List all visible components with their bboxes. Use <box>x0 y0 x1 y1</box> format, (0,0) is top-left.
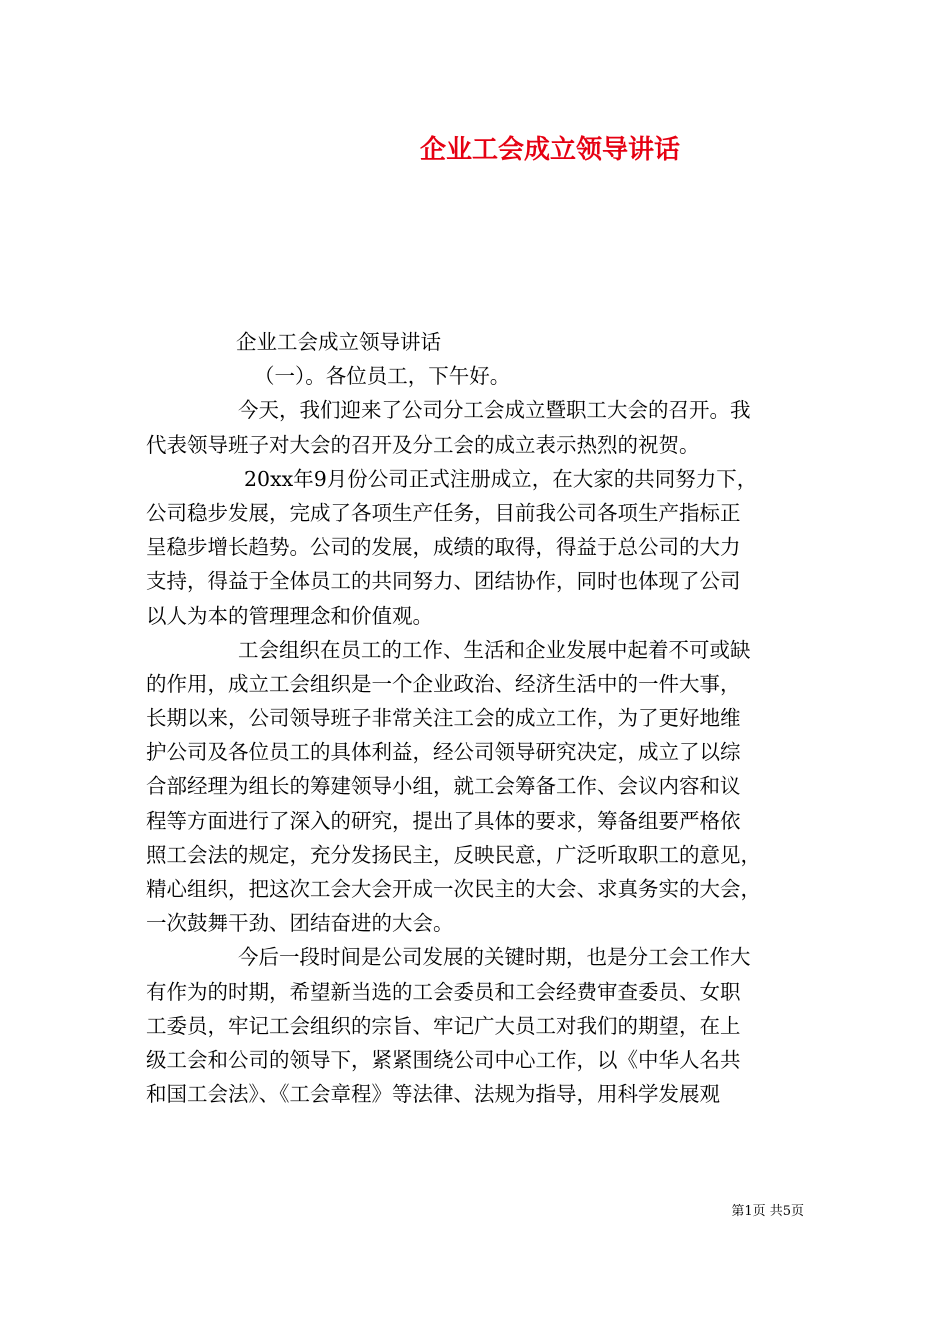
text-line: 照工会法的规定，充分发扬民主，反映民意，广泛听取职工的意见， <box>146 842 761 867</box>
text-line: 今天，我们迎来了公司分工会成立暨职工大会的召开。我 <box>238 398 751 423</box>
text-line: 的作用，成立工会组织是一个企业政治、经济生活中的一件大事， <box>146 671 741 696</box>
text-line: 一次鼓舞干劲、团结奋进的大会。 <box>146 911 454 936</box>
text-line: 工会组织在员工的工作、生活和企业发展中起着不可或缺 <box>238 637 751 662</box>
text-line: 20xx年9月份公司正式注册成立，在大家的共同努力下， <box>244 466 758 491</box>
text-line: 企业工会成立领导讲话 <box>236 330 441 354</box>
text-line: 以人为本的管理理念和价值观。 <box>146 603 433 628</box>
text-line: 呈稳步增长趋势。公司的发展，成绩的取得，得益于总公司的大力 <box>146 535 741 560</box>
text-line: 工委员，牢记工会组织的宗旨、牢记广大员工对我们的期望，在上 <box>146 1013 741 1038</box>
page-title: 企业工会成立领导讲话 <box>419 135 680 165</box>
text-line: 有作为的时期，希望新当选的工会委员和工会经费审查委员、女职 <box>146 979 741 1004</box>
text-line: 公司稳步发展，完成了各项生产任务，目前我公司各项生产指标正 <box>146 500 741 525</box>
text-line: 级工会和公司的领导下，紧紧围绕公司中心工作，以《中华人名共 <box>146 1047 741 1072</box>
text-line: 护公司及各位员工的具体利益，经公司领导研究决定，成立了以综 <box>146 740 741 765</box>
text-line: 程等方面进行了深入的研究，提出了具体的要求，筹备组要严格依 <box>146 808 741 833</box>
text-line: （一）。各位员工，下午好。 <box>254 364 511 389</box>
text-line: 合部经理为组长的筹建领导小组，就工会筹备工作、会议内容和议 <box>146 774 741 799</box>
text-line: 代表领导班子对大会的召开及分工会的成立表示热烈的祝贺。 <box>146 432 700 457</box>
document-body <box>146 325 814 1111</box>
text-line: 和国工会法》、《工会章程》等法律、法规为指导，用科学发展观 <box>146 1082 720 1107</box>
text-line: 精心组织，把这次工会大会开成一次民主的大会、求真务实的大会， <box>146 877 761 901</box>
text-line: 今后一段时间是公司发展的关键时期，也是分工会工作大 <box>238 945 751 970</box>
text-line: 长期以来，公司领导班子非常关注工会的成立工作，为了更好地维 <box>146 706 741 731</box>
page-indicator: 第1页 共5页 <box>731 1204 804 1219</box>
text-line: 支持，得益于全体员工的共同努力、团结协作，同时也体现了公司 <box>146 569 741 594</box>
